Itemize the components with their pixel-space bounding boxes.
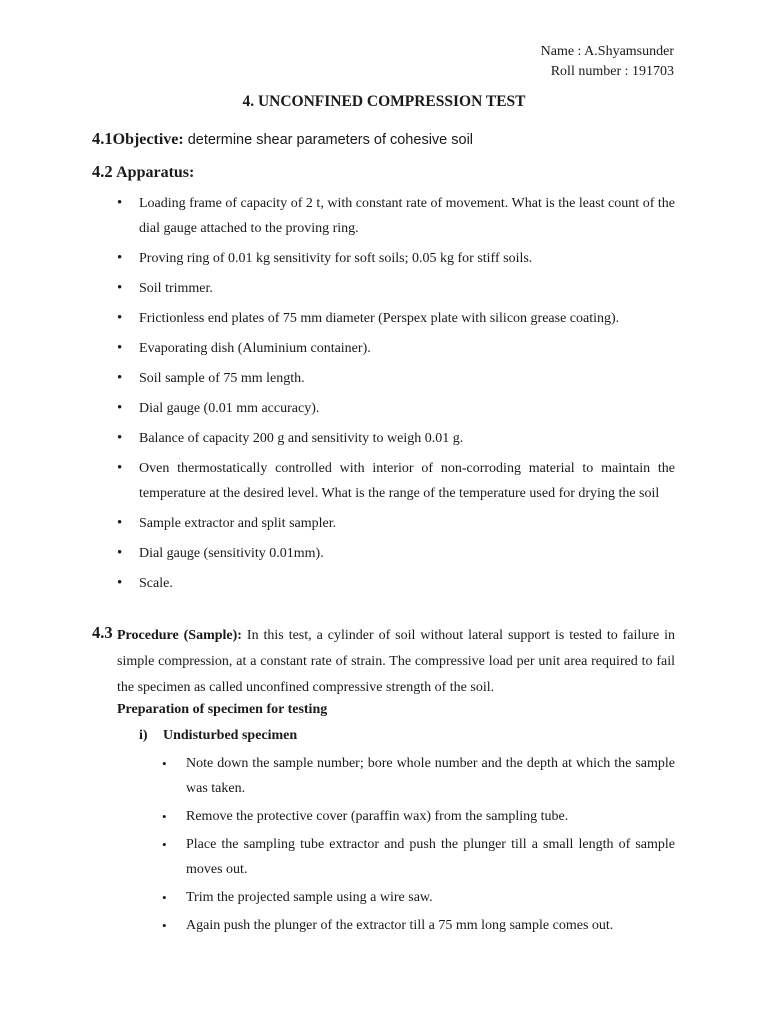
apparatus-list: [117, 191, 675, 601]
list-item: • Note down the sample number; bore whole number and the depth at which the sample was taken.: [162, 751, 675, 801]
list-item: • Frictionless end plates of 75 mm diameter (Perspex plate with silicon grease coating).: [117, 306, 675, 331]
list-item: • Dial gauge (sensitivity 0.01mm).: [117, 541, 675, 566]
objective-number: 4.1: [92, 129, 113, 148]
procedure-section: [92, 623, 675, 701]
list-item: • Trim the projected sample using a wire saw.: [162, 885, 675, 910]
page-title: 4. UNCONFINED COMPRESSION TEST: [242, 93, 526, 110]
procedure-text: In this test, a cylinder of soil without lateral support is tested to failure in simple compression, at a constant rate of strain. The compressive load per unit area required to fail the specimen as called unconfined compressive strength of the soil.: [117, 628, 676, 695]
student-name: Name : A.Shyamsunder: [540, 44, 674, 59]
sub-numeral: i): [139, 728, 148, 743]
list-item: • Again push the plunger of the extractor till a 75 mm long sample comes out.: [162, 913, 675, 938]
list-item: • Proving ring of 0.01 kg sensitivity for soft soils; 0.05 kg for stiff soils.: [117, 246, 675, 271]
sub-heading-text: Undisturbed specimen: [163, 728, 298, 743]
list-item: • Dial gauge (0.01 mm accuracy).: [117, 396, 675, 421]
preparation-heading: Preparation of specimen for testing: [117, 702, 328, 717]
list-item: • Place the sampling tube extractor and push the plunger till a small length of sample moves out.: [162, 832, 675, 882]
list-item: • Oven thermostatically controlled with interior of non-corroding material to maintain the temperature at the desired level. What is the range of the temperature used for drying the soil: [117, 456, 675, 506]
list-item: • Evaporating dish (Aluminium container).: [117, 336, 675, 361]
procedure-paragraph: [117, 623, 675, 701]
apparatus-label: Apparatus:: [116, 164, 195, 181]
list-item: • Soil trimmer.: [117, 276, 675, 301]
list-item: • Soil sample of 75 mm length.: [117, 366, 675, 391]
undisturbed-steps-list: [162, 751, 675, 941]
apparatus-heading: [92, 162, 194, 182]
list-item: • Scale.: [117, 571, 675, 596]
objective-section: [92, 129, 473, 149]
objective-text: determine shear parameters of cohesive soil: [187, 132, 474, 148]
list-item: • Remove the protective cover (paraffin wax) from the sampling tube.: [162, 804, 675, 829]
list-item: • Loading frame of capacity of 2 t, with constant rate of movement. What is the least count of the dial gauge attached to the proving ring.: [117, 191, 675, 241]
objective-label: Objective:: [112, 131, 184, 148]
undisturbed-heading: [139, 728, 297, 744]
author-info: [541, 42, 674, 82]
procedure-label: Procedure (Sample):: [117, 628, 242, 643]
procedure-number: 4.3: [92, 623, 113, 642]
list-item: • Sample extractor and split sampler.: [117, 511, 675, 536]
list-item: • Balance of capacity 200 g and sensitivity to weigh 0.01 g.: [117, 426, 675, 451]
roll-number: Roll number : 191703: [550, 64, 674, 79]
apparatus-number: 4.2: [92, 162, 113, 181]
